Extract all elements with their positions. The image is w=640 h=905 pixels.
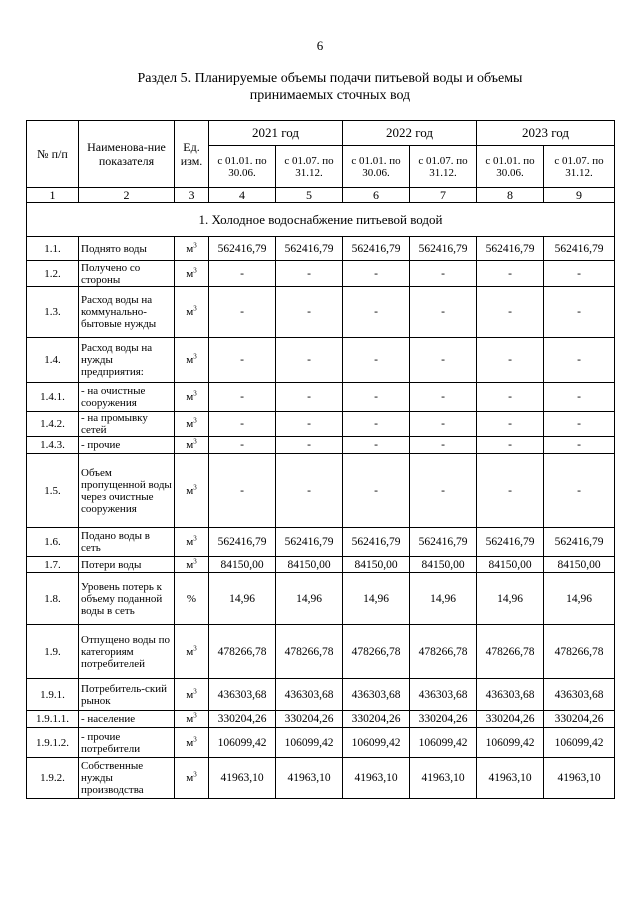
row-value: 562416,79 xyxy=(410,528,477,557)
row-indicator-name: Уровень потерь к объему поданной воды в сеть xyxy=(79,573,175,625)
row-value: 84150,00 xyxy=(544,557,615,573)
row-value: 562416,79 xyxy=(276,528,343,557)
row-value: - xyxy=(544,383,615,412)
header-year-2022: 2022 год xyxy=(343,121,477,146)
row-value: - xyxy=(343,261,410,287)
row-value: 106099,42 xyxy=(276,728,343,758)
row-value: - xyxy=(343,437,410,454)
row-indicator-name: Поднято воды xyxy=(79,237,175,261)
row-value: 106099,42 xyxy=(544,728,615,758)
row-unit xyxy=(175,412,209,437)
row-value: 478266,78 xyxy=(276,625,343,679)
section-title xyxy=(60,70,600,104)
unit-label: м xyxy=(186,306,194,318)
row-value: - xyxy=(343,412,410,437)
row-value: 562416,79 xyxy=(343,528,410,557)
row-unit xyxy=(175,261,209,287)
title-line-2: принимаемых сточных вод xyxy=(249,88,411,103)
row-value: - xyxy=(209,338,276,383)
header-name: Наименова-ние показателя xyxy=(79,121,175,188)
table-row xyxy=(27,338,615,383)
table-row xyxy=(27,237,615,261)
row-value: 14,96 xyxy=(544,573,615,625)
row-unit xyxy=(175,573,209,625)
unit-label: м xyxy=(186,736,194,749)
column-number: 6 xyxy=(343,188,410,203)
row-value: 562416,79 xyxy=(209,237,276,261)
row-value: - xyxy=(209,287,276,338)
row-value: - xyxy=(477,383,544,412)
row-value: 330204,26 xyxy=(343,711,410,728)
unit-label: м xyxy=(186,418,194,430)
unit-superscript: 3 xyxy=(193,437,197,446)
row-number: 1.9.2. xyxy=(27,758,79,799)
table-row xyxy=(27,412,615,437)
unit-label: м xyxy=(186,536,194,548)
row-indicator-name: Получено со стороны xyxy=(79,261,175,287)
row-unit xyxy=(175,557,209,573)
row-value: 562416,79 xyxy=(410,237,477,261)
unit-superscript: 3 xyxy=(193,265,197,274)
table-row xyxy=(27,728,615,758)
unit-label: м xyxy=(186,772,194,784)
row-value: - xyxy=(209,412,276,437)
row-number: 1.9.1.2. xyxy=(27,728,79,758)
row-value: - xyxy=(209,454,276,528)
row-number: 1.2. xyxy=(27,261,79,287)
row-value: 562416,79 xyxy=(544,528,615,557)
row-value: 330204,26 xyxy=(209,711,276,728)
row-value: - xyxy=(477,437,544,454)
row-number: 1.4. xyxy=(27,338,79,383)
column-numbers-row xyxy=(27,188,615,203)
row-indicator-name: - прочие xyxy=(79,437,175,454)
row-value: 14,96 xyxy=(477,573,544,625)
row-indicator-name: Собственные нужды производства xyxy=(79,758,175,799)
column-number: 8 xyxy=(477,188,544,203)
row-unit xyxy=(175,625,209,679)
table-row xyxy=(27,625,615,679)
row-value: 14,96 xyxy=(209,573,276,625)
row-value: - xyxy=(410,437,477,454)
unit-label: м xyxy=(186,688,194,701)
row-unit xyxy=(175,383,209,412)
unit-superscript: 3 xyxy=(193,240,197,249)
row-value: 84150,00 xyxy=(209,557,276,573)
unit-label: м xyxy=(186,267,194,280)
row-unit xyxy=(175,454,209,528)
column-number: 7 xyxy=(410,188,477,203)
row-value: - xyxy=(410,261,477,287)
column-number: 3 xyxy=(175,188,209,203)
row-value: 330204,26 xyxy=(410,711,477,728)
row-number: 1.4.1. xyxy=(27,383,79,412)
table-row xyxy=(27,758,615,799)
unit-label: м xyxy=(186,242,194,255)
row-value: - xyxy=(544,338,615,383)
table-row xyxy=(27,679,615,711)
row-value: - xyxy=(410,338,477,383)
row-indicator-name: Подано воды в сеть xyxy=(79,528,175,557)
row-value: 14,96 xyxy=(343,573,410,625)
page-number: 6 xyxy=(316,38,324,53)
row-number: 1.6. xyxy=(27,528,79,557)
unit-superscript: 3 xyxy=(193,304,197,313)
row-value: 562416,79 xyxy=(477,528,544,557)
row-number: 1.9. xyxy=(27,625,79,679)
row-value: 14,96 xyxy=(410,573,477,625)
row-unit xyxy=(175,758,209,799)
row-number: 1.5. xyxy=(27,454,79,528)
table-row xyxy=(27,383,615,412)
row-value: 84150,00 xyxy=(276,557,343,573)
header-period: с 01.01. по 30.06. xyxy=(477,146,544,188)
row-number: 1.4.3. xyxy=(27,437,79,454)
row-value: 41963,10 xyxy=(276,758,343,799)
row-value: 562416,79 xyxy=(343,237,410,261)
row-value: 330204,26 xyxy=(477,711,544,728)
row-value: 436303,68 xyxy=(544,679,615,711)
unit-superscript: 3 xyxy=(193,643,197,652)
unit-superscript: 3 xyxy=(193,770,197,779)
row-value: - xyxy=(276,437,343,454)
table-row xyxy=(27,528,615,557)
row-value: 562416,79 xyxy=(209,528,276,557)
row-value: - xyxy=(343,454,410,528)
row-number: 1.4.2. xyxy=(27,412,79,437)
row-value: - xyxy=(276,383,343,412)
unit-superscript: 3 xyxy=(193,711,197,720)
column-number: 9 xyxy=(544,188,615,203)
column-number: 2 xyxy=(79,188,175,203)
table-row xyxy=(27,287,615,338)
row-indicator-name: Объем пропущенной воды через очистные сооружения xyxy=(79,454,175,528)
unit-superscript: 3 xyxy=(193,686,197,695)
row-value: 41963,10 xyxy=(209,758,276,799)
row-value: 436303,68 xyxy=(410,679,477,711)
row-value: - xyxy=(276,287,343,338)
header-period: с 01.01. по 30.06. xyxy=(343,146,410,188)
unit-label: м xyxy=(186,645,194,658)
column-number: 4 xyxy=(209,188,276,203)
row-value: - xyxy=(410,454,477,528)
row-value: 436303,68 xyxy=(343,679,410,711)
row-unit xyxy=(175,679,209,711)
unit-superscript: 3 xyxy=(193,534,197,543)
row-value: 478266,78 xyxy=(544,625,615,679)
row-value: 436303,68 xyxy=(209,679,276,711)
row-value: 14,96 xyxy=(276,573,343,625)
unit-label: м xyxy=(186,354,194,366)
row-value: 436303,68 xyxy=(477,679,544,711)
row-unit xyxy=(175,711,209,728)
row-value: 562416,79 xyxy=(477,237,544,261)
row-number: 1.8. xyxy=(27,573,79,625)
row-value: - xyxy=(477,338,544,383)
row-unit xyxy=(175,728,209,758)
unit-label: % xyxy=(186,592,197,605)
row-value: - xyxy=(276,261,343,287)
unit-label: м xyxy=(186,713,194,725)
row-indicator-name: - население xyxy=(79,711,175,728)
header-period: с 01.07. по 31.12. xyxy=(276,146,343,188)
row-indicator-name: Расход воды на нужды предприятия: xyxy=(79,338,175,383)
row-value: - xyxy=(209,383,276,412)
column-number: 1 xyxy=(27,188,79,203)
row-value: 478266,78 xyxy=(477,625,544,679)
row-value: 106099,42 xyxy=(410,728,477,758)
row-value: 562416,79 xyxy=(276,237,343,261)
row-unit xyxy=(175,338,209,383)
row-number: 1.9.1.1. xyxy=(27,711,79,728)
header-period: с 01.01. по 30.06. xyxy=(209,146,276,188)
row-value: - xyxy=(276,338,343,383)
row-value: - xyxy=(544,261,615,287)
row-value: 84150,00 xyxy=(410,557,477,573)
water-volume-table xyxy=(26,120,615,799)
table-row xyxy=(27,454,615,528)
row-value: 478266,78 xyxy=(343,625,410,679)
unit-superscript: 3 xyxy=(193,734,197,743)
row-indicator-name: - прочие потребители xyxy=(79,728,175,758)
unit-superscript: 3 xyxy=(193,352,197,361)
row-indicator-name: Потери воды xyxy=(79,557,175,573)
unit-superscript: 3 xyxy=(193,416,197,425)
unit-superscript: 3 xyxy=(193,389,197,398)
row-value: 478266,78 xyxy=(209,625,276,679)
unit-superscript: 3 xyxy=(193,556,197,565)
row-indicator-name: - на очистные сооружения xyxy=(79,383,175,412)
row-number: 1.7. xyxy=(27,557,79,573)
row-value: - xyxy=(343,287,410,338)
unit-label: м xyxy=(186,558,194,571)
row-value: 478266,78 xyxy=(410,625,477,679)
row-value: 41963,10 xyxy=(410,758,477,799)
row-indicator-name: Отпущено воды по категориям потребителей xyxy=(79,625,175,679)
row-value: - xyxy=(544,287,615,338)
row-value: - xyxy=(477,412,544,437)
row-unit xyxy=(175,437,209,454)
row-value: - xyxy=(276,454,343,528)
row-value: - xyxy=(477,261,544,287)
section-heading: 1. Холодное водоснабжение питьевой водой xyxy=(27,203,615,237)
row-value: 562416,79 xyxy=(544,237,615,261)
row-value: 330204,26 xyxy=(544,711,615,728)
row-value: 330204,26 xyxy=(276,711,343,728)
table-row xyxy=(27,437,615,454)
row-indicator-name: - на промывку сетей xyxy=(79,412,175,437)
row-value: - xyxy=(343,338,410,383)
row-value: - xyxy=(544,454,615,528)
title-line-1: Раздел 5. Планируемые объемы подачи питьевой воды и объемы xyxy=(137,71,523,86)
header-year-2021: 2021 год xyxy=(209,121,343,146)
row-value: 41963,10 xyxy=(477,758,544,799)
row-value: - xyxy=(410,287,477,338)
row-unit xyxy=(175,287,209,338)
row-value: 84150,00 xyxy=(477,557,544,573)
unit-label: м xyxy=(186,439,194,451)
header-year-2023: 2023 год xyxy=(477,121,615,146)
row-unit xyxy=(175,528,209,557)
row-value: - xyxy=(209,261,276,287)
row-value: 84150,00 xyxy=(343,557,410,573)
unit-label: м xyxy=(186,391,194,403)
row-value: - xyxy=(343,383,410,412)
row-number: 1.3. xyxy=(27,287,79,338)
row-value: 436303,68 xyxy=(276,679,343,711)
row-value: 41963,10 xyxy=(343,758,410,799)
table-row xyxy=(27,711,615,728)
row-unit xyxy=(175,237,209,261)
row-value: - xyxy=(410,383,477,412)
row-indicator-name: Расход воды на коммунально-бытовые нужды xyxy=(79,287,175,338)
row-number: 1.1. xyxy=(27,237,79,261)
row-value: 106099,42 xyxy=(209,728,276,758)
column-number: 5 xyxy=(276,188,343,203)
row-number: 1.9.1. xyxy=(27,679,79,711)
header-period: с 01.07. по 31.12. xyxy=(544,146,615,188)
row-value: - xyxy=(544,412,615,437)
row-value: - xyxy=(209,437,276,454)
row-value: 106099,42 xyxy=(343,728,410,758)
row-value: - xyxy=(544,437,615,454)
row-value: - xyxy=(410,412,477,437)
row-value: 41963,10 xyxy=(544,758,615,799)
table-row xyxy=(27,557,615,573)
table-row xyxy=(27,573,615,625)
row-indicator-name: Потребитель-ский рынок xyxy=(79,679,175,711)
unit-superscript: 3 xyxy=(193,482,197,491)
table-row xyxy=(27,261,615,287)
row-value: - xyxy=(477,454,544,528)
header-num: № п/п xyxy=(27,121,79,188)
unit-label: м xyxy=(186,484,194,497)
row-value: - xyxy=(276,412,343,437)
header-unit: Ед. изм. xyxy=(175,121,209,188)
row-value: 106099,42 xyxy=(477,728,544,758)
header-period: с 01.07. по 31.12. xyxy=(410,146,477,188)
row-value: - xyxy=(477,287,544,338)
